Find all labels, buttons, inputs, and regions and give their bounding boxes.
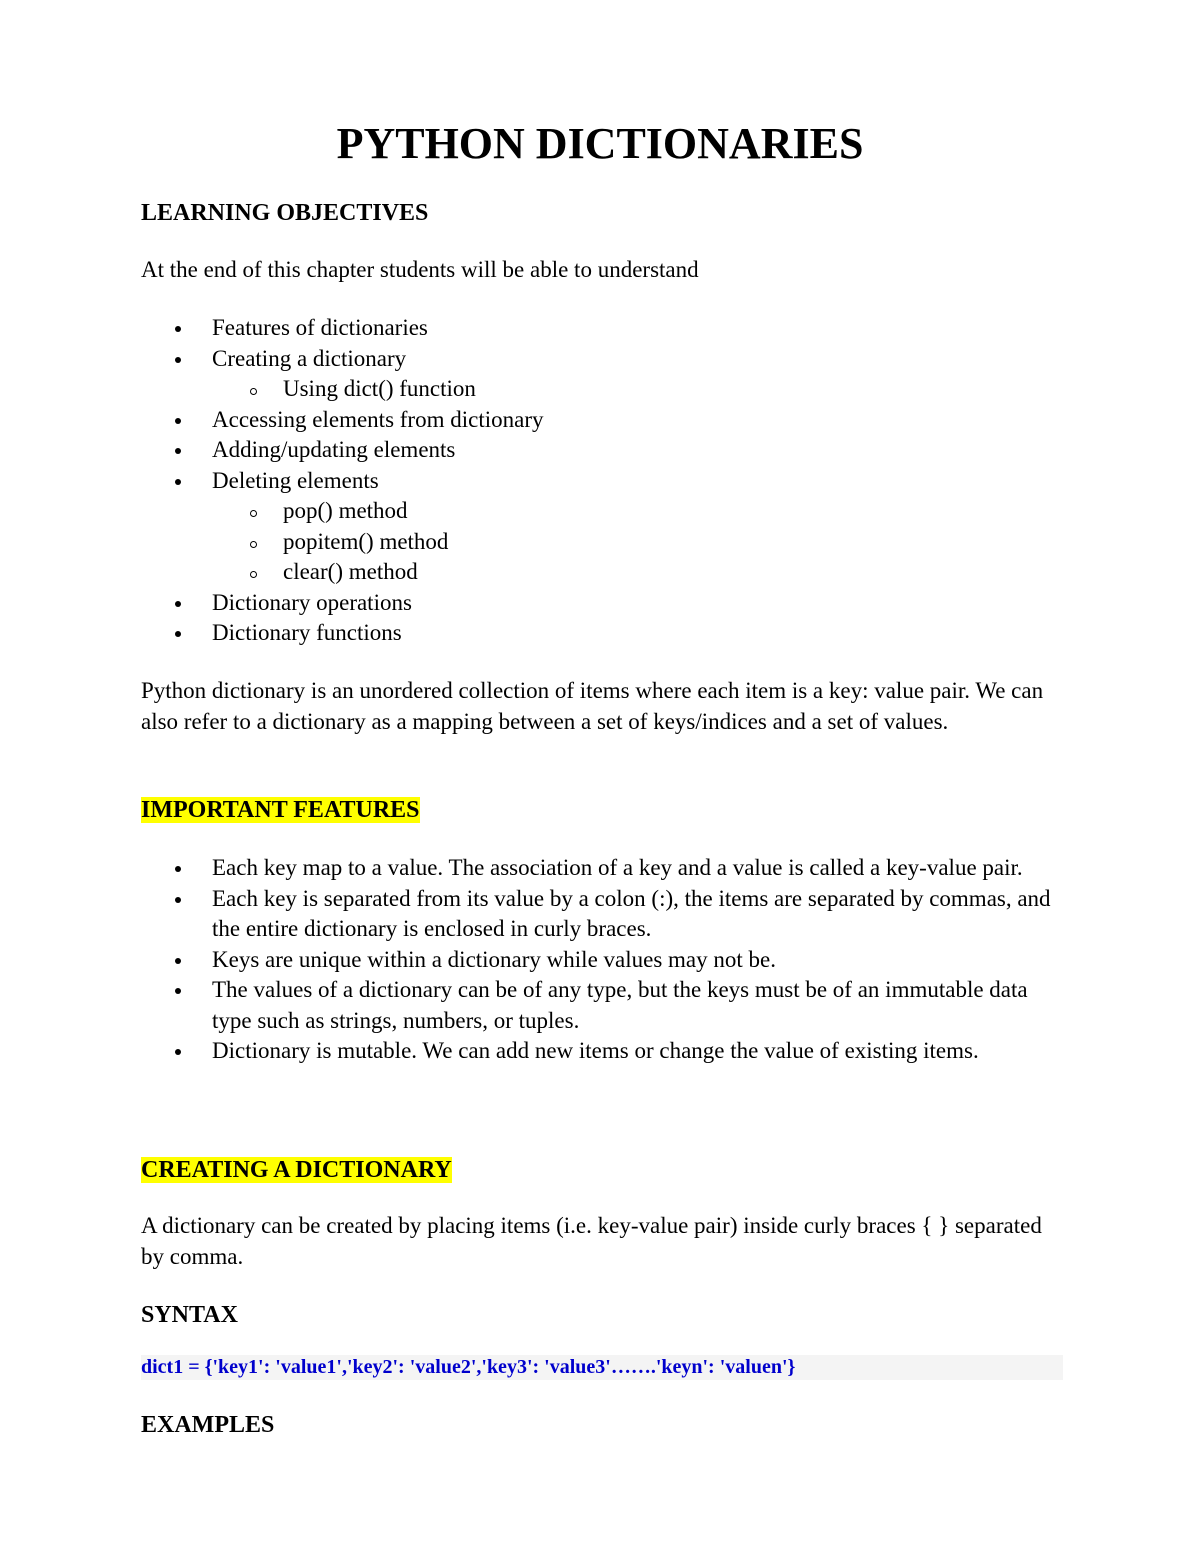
bullet-icon [175,866,181,872]
list-item-label: Accessing elements from dictionary [212,406,544,432]
bullet-icon [175,631,181,637]
sub-list-item [212,496,1061,527]
bullet-icon [175,988,181,994]
creating-dictionary-heading [141,1155,452,1185]
list-item [141,313,1061,344]
bullet-icon [175,601,181,607]
hollow-bullet-icon [250,541,257,548]
list-item [141,884,1061,945]
bullet-icon [175,357,181,363]
hollow-bullet-icon [250,510,257,517]
list-item-label: Creating a dictionary [212,345,407,371]
list-item [141,975,1061,1036]
sub-list-item-label: Using dict() function [283,376,476,401]
learning-objectives-heading: LEARNING OBJECTIVES [141,200,429,226]
objectives-list [141,313,1061,649]
sub-list [212,374,1061,405]
bullet-icon [175,479,181,485]
list-item-label: Each key map to a value. The association of a key and a value is called a key-value pair. [212,855,1023,880]
sub-list-item-label: popitem() method [283,528,449,554]
bullet-icon [175,326,181,332]
bullet-icon [175,418,181,424]
list-item-label: Dictionary functions [212,620,402,645]
list-item-label: The values of a dictionary can be of any type, but the keys must be of an immutable data type such as strings, numbers, or tuples. [212,977,1028,1033]
bullet-icon [175,897,181,903]
bullet-icon [175,958,181,964]
list-item [141,588,1061,619]
list-item [141,1036,1061,1067]
list-item [141,618,1061,649]
important-features-heading [141,795,420,825]
bullet-icon [175,1049,181,1055]
syntax-code: dict1 = {'key1': 'value1','key2': 'value2','key3': 'value3'…….'keyn': 'valuen'} [141,1356,796,1378]
sub-list-item-label: clear() method [283,559,418,584]
list-item [141,466,1061,588]
sub-list [212,496,1061,588]
list-item [141,945,1061,976]
highlighted-heading-text: IMPORTANT FEATURES [141,797,420,823]
sub-list-item [212,527,1061,558]
list-item-label: Dictionary operations [212,589,412,615]
sub-list-item [212,374,1061,405]
hollow-bullet-icon [250,388,257,395]
sub-list-item-label: pop() method [283,498,408,523]
bullet-icon [175,448,181,454]
examples-heading: EXAMPLES [141,1412,275,1438]
list-item [141,405,1061,436]
page-title: PYTHON DICTIONARIES [336,119,864,168]
intro-paragraph: Python dictionary is an unordered collection of items where each item is a key: value pair. We can also refer to a dictionary as a mapping between a set of keys/indices and a set of values. [141,678,1044,734]
list-item [141,344,1061,405]
list-item-label: Adding/updating elements [212,437,456,462]
list-item-label: Each key is separated from its value by a colon (:), the items are separated by commas, and the entire dictionary is enclosed in curly braces. [212,885,1051,941]
hollow-bullet-icon [250,571,257,578]
features-list [141,853,1061,1067]
list-item-label: Dictionary is mutable. We can add new items or change the value of existing items. [212,1038,979,1063]
list-item [141,853,1061,884]
creating-paragraph: A dictionary can be created by placing items (i.e. key-value pair) inside curly braces { } separated by comma. [141,1213,1042,1269]
list-item-label: Keys are unique within a dictionary while values may not be. [212,946,776,972]
sub-list-item [212,557,1061,588]
highlighted-heading-text: CREATING A DICTIONARY [141,1157,452,1183]
objectives-intro: At the end of this chapter students will be able to understand [141,257,699,282]
list-item-label: Deleting elements [212,467,379,493]
list-item-label: Features of dictionaries [212,315,428,340]
list-item [141,435,1061,466]
syntax-heading: SYNTAX [141,1302,238,1328]
